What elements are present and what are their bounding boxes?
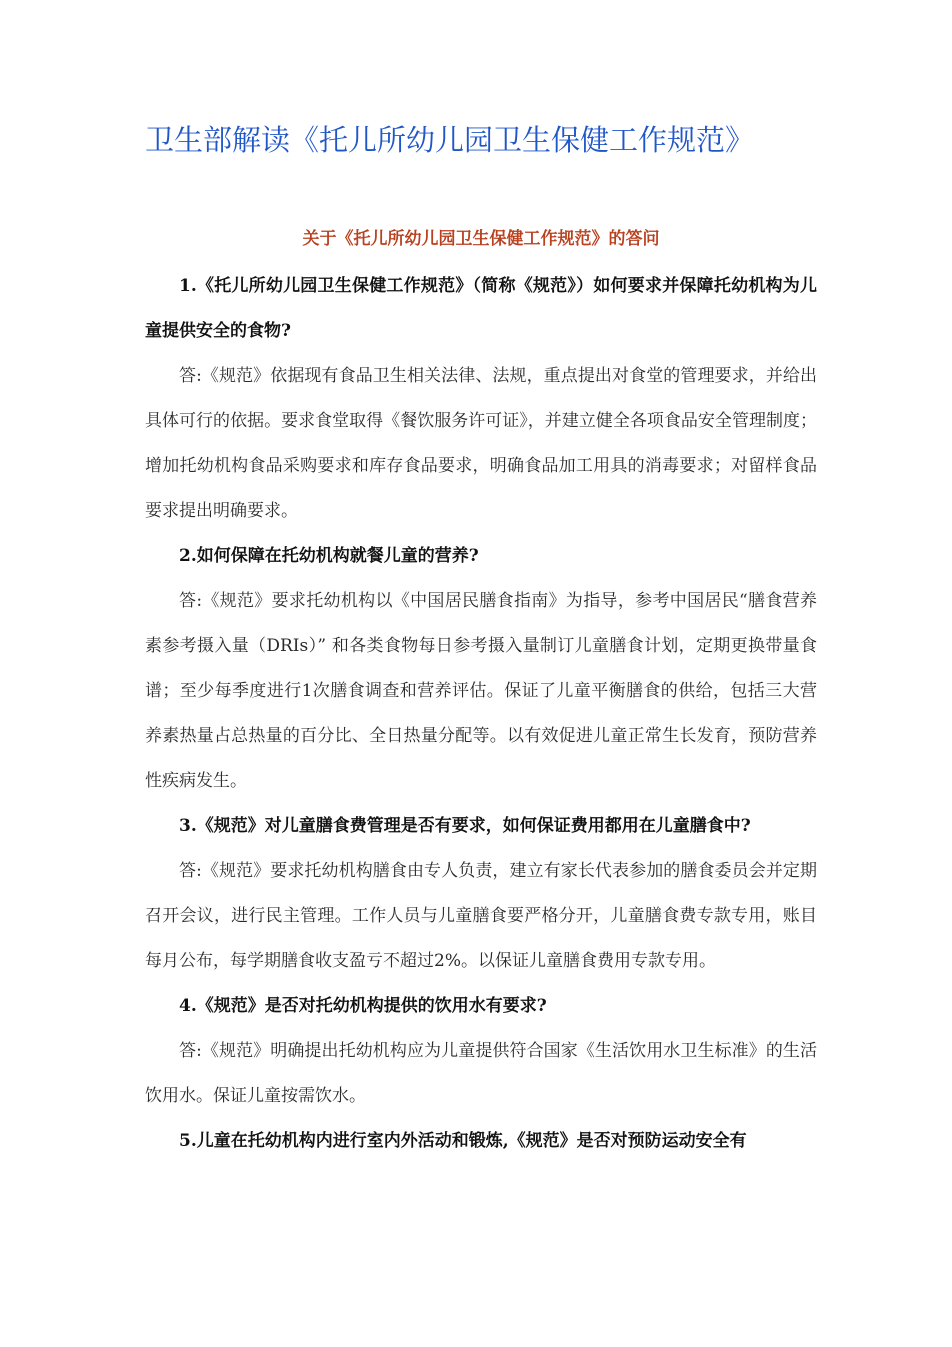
question-1: 1.《托儿所幼儿园卫生保健工作规范》（简称《规范》）如何要求并保障托幼机构为儿童提供安全的食物? — [145, 276, 817, 341]
answer-2: 答:《规范》要求托幼机构以《中国居民膳食指南》为指导，参考中国居民“膳食营养素参考摄入量（DRIs）” 和各类食物每日参考摄入量制订儿童膳食计划，定期更换带量食谱；至少每季度进行1次膳食调查和营养评估。保证了儿童平衡膳食的供给，包括三大营养素热量占总热量的百分比、全日热量分配等。以有效促进儿童正常生长发育，预防营养性疾病发生。 — [145, 591, 817, 791]
question-4: 4.《规范》是否对托幼机构提供的饮用水有要求? — [179, 996, 547, 1016]
question-5: 5.儿童在托幼机构内进行室内外活动和锻炼,《规范》是否对预防运动安全有 — [179, 1131, 747, 1151]
answer-4: 答:《规范》明确提出托幼机构应为儿童提供符合国家《生活饮用水卫生标准》的生活饮用水。保证儿童按需饮水。 — [145, 1041, 817, 1106]
answer-1: 答:《规范》依据现有食品卫生相关法律、法规，重点提出对食堂的管理要求，并给出具体可行的依据。要求食堂取得《餐饮服务许可证》，并建立健全各项食品安全管理制度；增加托幼机构食品采购要求和库存食品要求，明确食品加工用具的消毒要求；对留样食品要求提出明确要求。 — [145, 366, 817, 521]
question-2: 2.如何保障在托幼机构就餐儿童的营养? — [179, 546, 479, 566]
document-subtitle: 关于《托儿所幼儿园卫生保健工作规范》的答问 — [302, 229, 660, 249]
question-3: 3.《规范》对儿童膳食费管理是否有要求，如何保证费用都用在儿童膳食中? — [179, 816, 751, 836]
document-title: 卫生部解读《托儿所幼儿园卫生保健工作规范》 — [145, 123, 755, 157]
answer-3: 答:《规范》要求托幼机构膳食由专人负责，建立有家长代表参加的膳食委员会并定期召开会议，进行民主管理。工作人员与儿童膳食要严格分开，儿童膳食费专款专用，账目每月公布，每学期膳食收支盈亏不超过2%。以保证儿童膳食费用专款专用。 — [145, 861, 817, 971]
qa-body — [145, 264, 817, 1164]
